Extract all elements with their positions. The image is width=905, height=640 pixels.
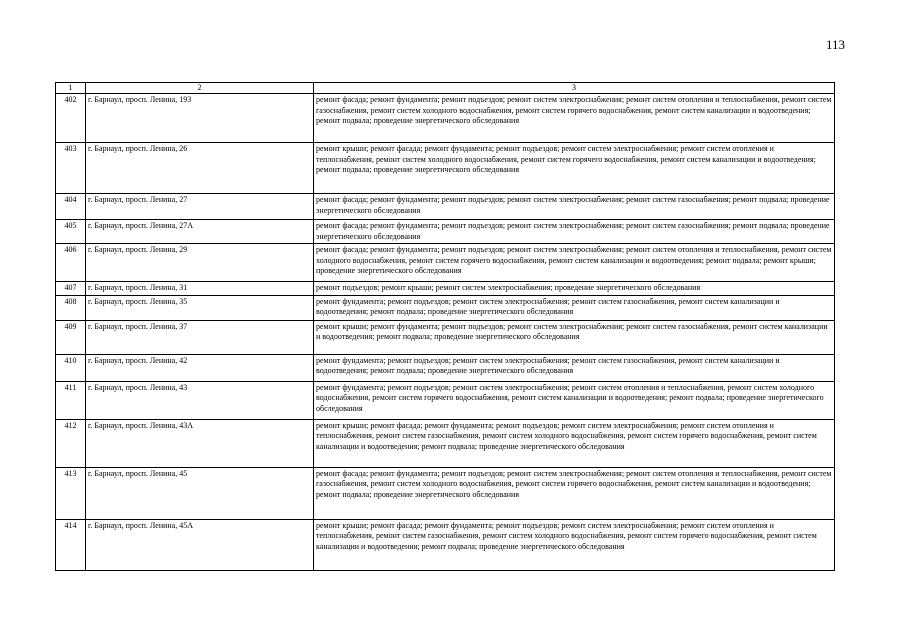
row-works: ремонт фасада; ремонт фундамента; ремонт подъездов; ремонт систем электроснабжения; ремонт систем газоснабжения; ремонт подвала; проведение энергетического обследования bbox=[314, 194, 835, 220]
row-number: 403 bbox=[56, 143, 86, 194]
table-row bbox=[56, 320, 835, 354]
row-address: г. Барнаул, просп. Ленина, 27 bbox=[86, 194, 314, 220]
row-number: 402 bbox=[56, 94, 86, 143]
row-number: 410 bbox=[56, 354, 86, 381]
row-address: г. Барнаул, просп. Ленина, 193 bbox=[86, 94, 314, 143]
row-number: 413 bbox=[56, 467, 86, 519]
row-address: г. Барнаул, просп. Ленина, 45А bbox=[86, 519, 314, 570]
page-number: 113 bbox=[826, 37, 846, 52]
table-row bbox=[56, 194, 835, 220]
table-row bbox=[56, 220, 835, 244]
row-works: ремонт крыши; ремонт фасада; ремонт фундамента; ремонт подъездов; ремонт систем электроснабжения; ремонт систем отопления и теплоснабжения, ремонт систем газоснабжения, ремонт систем холодного водоснабжения, ремонт систем горячего водоснабжения, ремонт систем канализации и водоотведения; ремонт подвала; проведение энергетического обследования bbox=[314, 419, 835, 467]
column-header-number: 1 bbox=[56, 83, 86, 94]
row-works: ремонт фасада; ремонт фундамента; ремонт подъездов; ремонт систем электроснабжения; ремонт систем газоснабжения; ремонт подвала; проведение энергетического обследования bbox=[314, 220, 835, 244]
row-works: ремонт крыши; ремонт фасада; ремонт фундамента; ремонт подъездов; ремонт систем электроснабжения; ремонт систем отопления и теплоснабжения, ремонт систем холодного водоснабжения, ремонт систем горячего водоснабжения, ремонт систем канализации и водоотведения; ремонт подвала; проведение энергетического обследования bbox=[314, 143, 835, 194]
row-address: г. Барнаул, просп. Ленина, 43А bbox=[86, 419, 314, 467]
row-works: ремонт подъездов; ремонт крыши; ремонт систем электроснабжения; проведение энергетического обследования bbox=[314, 282, 835, 296]
row-works: ремонт фасада; ремонт фундамента; ремонт подъездов; ремонт систем электроснабжения; ремонт систем отопления и теплоснабжения, ремонт систем газоснабжения, ремонт систем холодного водоснабжения, ремонт систем горячего водоснабжения, ремонт систем канализации и водоотведения; ремонт подвала; проведение энергетического обследования bbox=[314, 467, 835, 519]
row-address: г. Барнаул, просп. Ленина, 37 bbox=[86, 320, 314, 354]
row-number: 405 bbox=[56, 220, 86, 244]
row-address: г. Барнаул, просп. Ленина, 26 bbox=[86, 143, 314, 194]
row-address: г. Барнаул, просп. Ленина, 45 bbox=[86, 467, 314, 519]
row-address: г. Барнаул, просп. Ленина, 29 bbox=[86, 244, 314, 282]
row-works: ремонт крыши; ремонт фасада; ремонт фундамента; ремонт подъездов; ремонт систем электроснабжения; ремонт систем отопления и теплоснабжения, ремонт систем газоснабжения, ремонт систем холодного водоснабжения, ремонт систем горячего водоснабжения, ремонт систем канализации и водоотведения; ремонт подвала; проведение энергетического обследования bbox=[314, 519, 835, 570]
row-works: ремонт фундамента; ремонт подъездов; ремонт систем электроснабжения; ремонт систем газоснабжения, ремонт систем канализации и водоотведения; ремонт подвала; проведение энергетического обследования bbox=[314, 354, 835, 381]
table-row bbox=[56, 381, 835, 419]
row-works: ремонт фасада; ремонт фундамента; ремонт подъездов; ремонт систем электроснабжения; ремонт систем отопления и теплоснабжения, ремонт систем газоснабжения, ремонт систем холодного водоснабжения, ремонт систем горячего водоснабжения, ремонт систем канализации и водоотведения; ремонт подвала; проведение энергетического обследования bbox=[314, 94, 835, 143]
table-header-row bbox=[56, 83, 835, 94]
table-row bbox=[56, 467, 835, 519]
row-works: ремонт фасада; ремонт фундамента; ремонт подъездов; ремонт систем электроснабжения; ремонт систем отопления и теплоснабжения, ремонт систем холодного водоснабжения, ремонт систем горячего водоснабжения, ремонт систем канализации и водоотведения; ремонт подвала; ремонт крыши; проведение энергетического обследования bbox=[314, 244, 835, 282]
table-row bbox=[56, 143, 835, 194]
row-number: 406 bbox=[56, 244, 86, 282]
repair-works-table bbox=[55, 82, 835, 571]
table-row bbox=[56, 519, 835, 570]
table-row bbox=[56, 94, 835, 143]
row-address: г. Барнаул, просп. Ленина, 35 bbox=[86, 295, 314, 320]
table-row bbox=[56, 295, 835, 320]
row-number: 407 bbox=[56, 282, 86, 296]
column-header-works: 3 bbox=[314, 83, 835, 94]
table-row bbox=[56, 282, 835, 296]
row-works: ремонт фундамента; ремонт подъездов; ремонт систем электроснабжения; ремонт систем газоснабжения, ремонт систем канализации и водоотведения; ремонт подвала; проведение энергетического обследования bbox=[314, 295, 835, 320]
row-address: г. Барнаул, просп. Ленина, 27А bbox=[86, 220, 314, 244]
row-address: г. Барнаул, просп. Ленина, 43 bbox=[86, 381, 314, 419]
row-works: ремонт фундамента; ремонт подъездов; ремонт систем электроснабжения; ремонт систем отопления и теплоснабжения, ремонт систем холодного водоснабжения, ремонт систем горячего водоснабжения, ремонт систем канализации и водоотведения; ремонт подвала; проведение энергетического обследования bbox=[314, 381, 835, 419]
row-number: 409 bbox=[56, 320, 86, 354]
row-number: 412 bbox=[56, 419, 86, 467]
row-works: ремонт крыши; ремонт фундамента; ремонт подъездов; ремонт систем электроснабжения; ремонт систем газоснабжения, ремонт систем канализации и водоотведения; ремонт подвала; проведение энергетического обследования bbox=[314, 320, 835, 354]
table-row bbox=[56, 419, 835, 467]
row-address: г. Барнаул, просп. Ленина, 31 bbox=[86, 282, 314, 296]
table-row bbox=[56, 244, 835, 282]
table-row bbox=[56, 354, 835, 381]
row-number: 414 bbox=[56, 519, 86, 570]
row-number: 404 bbox=[56, 194, 86, 220]
row-number: 408 bbox=[56, 295, 86, 320]
row-number: 411 bbox=[56, 381, 86, 419]
row-address: г. Барнаул, просп. Ленина, 42 bbox=[86, 354, 314, 381]
column-header-address: 2 bbox=[86, 83, 314, 94]
